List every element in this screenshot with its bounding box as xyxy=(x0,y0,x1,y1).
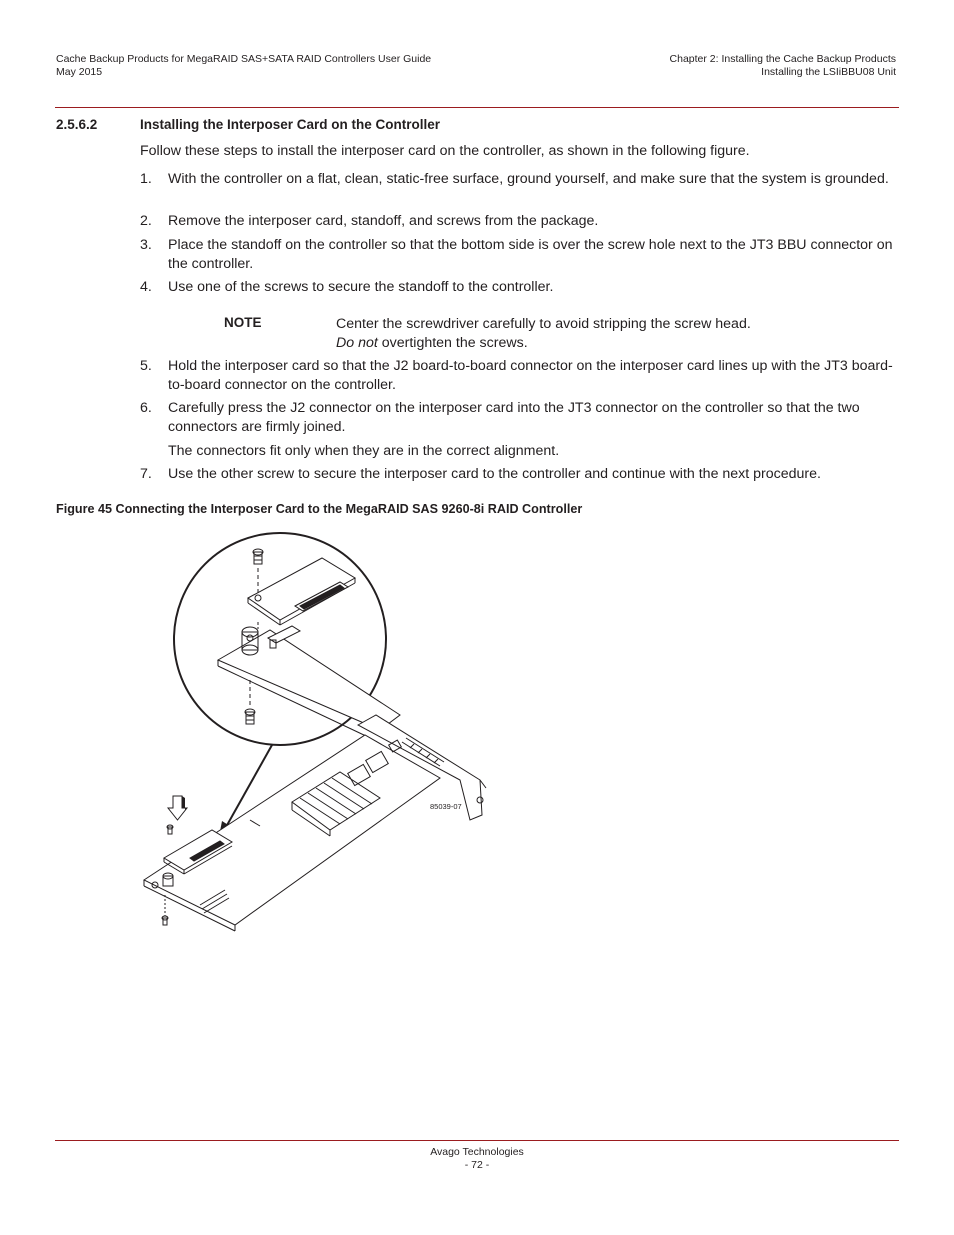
figure-caption: Figure 45 Connecting the Interposer Card to the MegaRAID SAS 9260-8i RAID Controller xyxy=(56,502,583,516)
section-number: 2.5.6.2 xyxy=(56,117,98,132)
note-label: NOTE xyxy=(224,315,262,330)
step-number: 7. xyxy=(140,466,152,482)
step-6-extra-text: The connectors fit only when they are in the correct alignment. xyxy=(168,443,560,459)
step-number: 1. xyxy=(140,171,152,187)
page-footer xyxy=(0,1146,954,1172)
step-number: 2. xyxy=(140,213,152,229)
page-header-left xyxy=(56,53,431,79)
step-number: 5. xyxy=(140,358,152,374)
step-text: Use the other screw to secure the interposer card to the controller and continue with the next procedure. xyxy=(168,466,821,482)
doc-date: May 2015 xyxy=(56,66,103,78)
step-text: Use one of the screws to secure the standoff to the controller. xyxy=(168,279,554,295)
page-header-right xyxy=(670,53,896,79)
note-text xyxy=(336,315,896,353)
step-number: 4. xyxy=(140,279,152,295)
raid-controller-card xyxy=(144,715,486,931)
step-text: Hold the interposer card so that the J2 board-to-board connector on the interposer card lines up with the JT3 board-to-board connector on the controller. xyxy=(168,358,893,393)
note-line-1: Center the screwdriver carefully to avoid stripping the screw head. xyxy=(336,316,751,332)
down-arrow-icon xyxy=(168,796,187,820)
page-number: - 72 - xyxy=(464,1159,490,1171)
note-line-2 xyxy=(336,334,896,353)
doc-title: Cache Backup Products for MegaRAID SAS+SATA RAID Controllers User Guide xyxy=(56,53,432,65)
magnified-detail xyxy=(174,533,400,745)
note-line-2-rest: overtighten the screws. xyxy=(377,335,528,351)
figure-part-number: 85039-07 xyxy=(430,802,462,811)
section-title: Installing the Interposer Card on the Controller xyxy=(140,117,441,132)
footer-rule xyxy=(55,1140,899,1141)
step-text: Remove the interposer card, standoff, and screws from the package. xyxy=(168,213,599,229)
step-text: With the controller on a flat, clean, static-free surface, ground yourself, and make sure that the system is grounded. xyxy=(168,171,889,187)
section-running-title: Installing the LSIiBBU08 Unit xyxy=(761,66,896,78)
step-number: 3. xyxy=(140,237,152,253)
note-emphasis: Do not xyxy=(336,335,378,351)
step-number: 6. xyxy=(140,400,152,416)
chapter-title: Chapter 2: Installing the Cache Backup Products xyxy=(669,53,896,65)
header-rule xyxy=(55,107,899,108)
step-text: Carefully press the J2 connector on the interposer card into the JT3 connector on the controller so that the two connectors are firmly joined. xyxy=(168,400,860,435)
step-text: Place the standoff on the controller so that the bottom side is over the screw hole next to the JT3 BBU connector on the controller. xyxy=(168,237,893,272)
section-intro: Follow these steps to install the interposer card on the controller, as shown in the following figure. xyxy=(140,143,750,159)
footer-company: Avago Technologies xyxy=(430,1146,524,1158)
interposer-figure xyxy=(140,530,510,935)
